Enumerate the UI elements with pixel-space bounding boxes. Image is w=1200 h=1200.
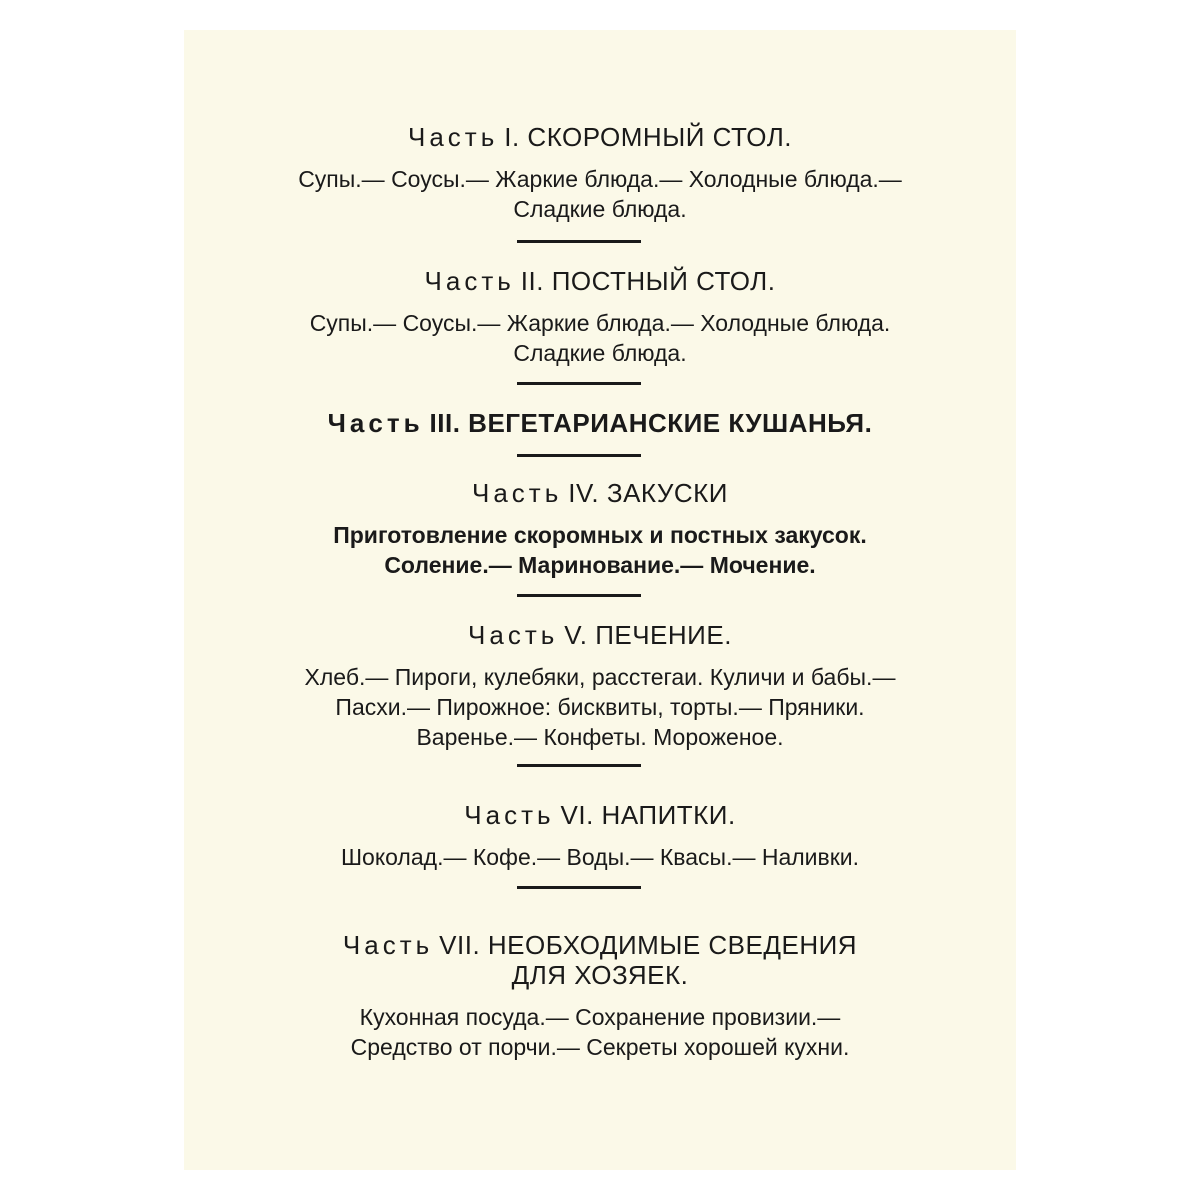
part-title: V. ПЕЧЕНИЕ. [564,620,732,650]
section-heading [184,800,1016,830]
contents-line: Супы.— Соусы.— Жаркие блюда.— Холодные блюда. [309,310,891,336]
section-contents [184,308,1016,368]
part-title: IV. ЗАКУСКИ [568,478,728,508]
toc-section-part-7 [184,930,1016,1062]
section-contents [184,1002,1016,1062]
contents-line: Соление.— Маринование.— Мочение. [384,552,816,578]
section-contents [184,662,1016,752]
toc-section-part-4 [184,478,1016,580]
toc-section-part-1 [184,122,1016,224]
part-label: Часть [472,478,563,508]
contents-line: Супы.— Соусы.— Жаркие блюда.— Холодные блюда.— [298,166,902,192]
book-page [184,30,1016,1170]
section-divider [517,454,641,457]
contents-line: Кухонная посуда.— Сохранение провизии.— [359,1004,841,1030]
part-title: III. ВЕГЕТАРИАНСКИЕ КУШАНЬЯ. [429,408,873,438]
section-divider [517,594,641,597]
section-heading [184,266,1016,296]
toc-section-part-2 [184,266,1016,368]
part-label: Часть [464,800,555,830]
section-divider [517,886,641,889]
part-title: VII. НЕОБХОДИМЫЕ СВЕДЕНИЯ [439,930,858,960]
section-heading [184,478,1016,508]
contents-line: Средство от порчи.— Секреты хорошей кухни. [350,1034,850,1060]
section-contents [184,520,1016,580]
contents-line: Сладкие блюда. [513,196,687,222]
section-contents [184,164,1016,224]
part-label: Часть [468,620,559,650]
contents-line: Хлеб.— Пироги, кулебяки, расстегаи. Куличи и бабы.— [304,664,896,690]
section-heading [184,122,1016,152]
toc-section-part-3 [184,408,1016,438]
contents-line: Варенье.— Конфеты. Мороженое. [416,724,784,750]
section-contents [184,842,1016,872]
part-label: Часть [424,266,515,296]
toc-section-part-5 [184,620,1016,752]
section-divider [517,382,641,385]
toc-section-part-6 [184,800,1016,872]
part-label: Часть [342,930,434,960]
contents-line: Пасхи.— Пирожное: бисквиты, торты.— Пряники. [335,694,865,720]
section-heading-continued: ДЛЯ ХОЗЯЕК. [511,960,689,990]
contents-line: Приготовление скоромных и постных закусок. [333,522,867,548]
section-heading [184,620,1016,650]
section-divider [517,240,641,243]
section-divider [517,764,641,767]
section-heading [184,930,1016,960]
part-title: VI. НАПИТКИ. [560,800,736,830]
part-label: Часть [327,408,424,438]
part-title: I. СКОРОМНЫЙ СТОЛ. [504,122,792,152]
contents-line: Шоколад.— Кофе.— Воды.— Квасы.— Наливки. [340,844,860,870]
part-label: Часть [408,122,499,152]
table-of-contents [184,30,1016,1170]
part-title: II. ПОСТНЫЙ СТОЛ. [520,266,776,296]
section-heading [184,408,1016,438]
contents-line: Сладкие блюда. [513,340,687,366]
